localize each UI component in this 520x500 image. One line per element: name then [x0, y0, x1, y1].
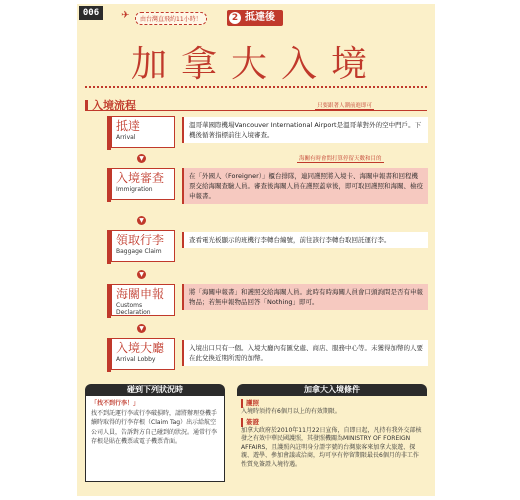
- step-title: 入境大廳: [116, 341, 165, 355]
- step-subtitle: Arrival: [116, 134, 136, 141]
- step-description: 入境出口只有一個。入境大廳內有匯兌處、商店、服務中心等。未獲得加幣的人要在此兌換近期所需的加幣。: [182, 340, 428, 366]
- step-description: 溫哥華國際機場Vancouver International Airport是溫哥華對外的空中門戶。下機後循著指標前往入境審查。: [182, 117, 428, 143]
- down-arrow-icon: ▼: [137, 270, 146, 279]
- guidebook-page: [77, 4, 435, 496]
- conditions-body: [237, 396, 427, 472]
- page-title: 加拿大入境: [130, 44, 381, 85]
- page-number: 006: [79, 6, 103, 20]
- step-immigration: [111, 168, 175, 200]
- condition-label-visa: 簽證: [241, 418, 423, 427]
- immigration-note: 海關有時會問打算停留天數和目的: [299, 156, 382, 162]
- step-title: 入境審查: [116, 171, 165, 185]
- flight-time-note: 由台灣直飛約11小時！: [135, 12, 207, 25]
- step-subtitle: Arrival Lobby: [116, 356, 156, 363]
- step-description: 將「海關申報書」和護照交給海關人員。此時有時海關人員會口頭詢問是否有申報物品；若無申報物品回答「Nothing」即可。: [182, 284, 428, 310]
- airplane-icon: ✈: [121, 10, 130, 21]
- condition-text-visa: 加拿大政府於2010年11月22日宣佈，自即日起，凡持有我外交部核發之有效中華民國護照，其發照機關為MINISTRY OF FOREIGN AFFAIRS，且護照內註明身分證字號的台灣旅客來加拿大旅遊、探親、遊學、參加會議或洽商，均可享有停留期限最長6個月的非工作性質免簽證入境待遇。: [241, 426, 422, 468]
- step-customs: [111, 284, 175, 316]
- chapter-number: 2: [229, 12, 241, 24]
- step-title: 領取行李: [116, 233, 165, 247]
- down-arrow-icon: ▼: [137, 154, 146, 163]
- step-description: 在「外國人（Foreigner）」櫃台排隊，連同護照將入境卡、海關申報書和回程機票交給海關查驗人員。審查後海關人員在護照蓋章後，即可取回護照和海關、檢疫申報書。: [182, 168, 428, 204]
- trouble-box: [85, 384, 225, 484]
- trouble-question: 「找不到行李！」: [91, 400, 140, 407]
- step-subtitle: Baggage Claim: [116, 248, 162, 255]
- chapter-label: 抵達後: [245, 12, 275, 23]
- trouble-text: 找不到託運行李或行李破損時，請將辦理登機手續時取得的行李存根（Claim Tag）出示給航空公司人員，告訴對方自己碰到的狀況。通常行李存根是貼在機票或電子機票背面。: [91, 409, 218, 445]
- step-title: 抵達: [116, 119, 141, 133]
- trouble-body: [85, 396, 225, 482]
- condition-label-passport: 護照: [241, 399, 423, 408]
- step-baggage-claim: [111, 230, 175, 262]
- down-arrow-icon: ▼: [137, 324, 146, 333]
- title-divider: [85, 86, 427, 88]
- step-arrival-lobby: [111, 338, 175, 370]
- step-description: 查看電光板顯示的班機行李轉台編號，前往該行李轉台取回託運行李。: [182, 232, 428, 248]
- condition-text-passport: 入境時須持有6個月以上的有效期限。: [241, 407, 341, 415]
- arrival-note: 只要跟著人潮前進即可: [317, 103, 373, 109]
- section-divider: [85, 110, 427, 111]
- chapter-badge: [227, 10, 283, 26]
- trouble-heading: 碰到下列狀況時: [85, 384, 225, 396]
- step-arrival: [111, 116, 175, 148]
- entry-conditions-box: [237, 384, 427, 484]
- step-subtitle: Customs Declaration: [116, 302, 151, 316]
- step-subtitle: Immigration: [116, 186, 153, 193]
- down-arrow-icon: ▼: [137, 216, 146, 225]
- conditions-heading: 加拿大入境條件: [237, 384, 427, 396]
- section-heading: 入境流程: [85, 97, 136, 113]
- step-title: 海關申報: [116, 287, 165, 301]
